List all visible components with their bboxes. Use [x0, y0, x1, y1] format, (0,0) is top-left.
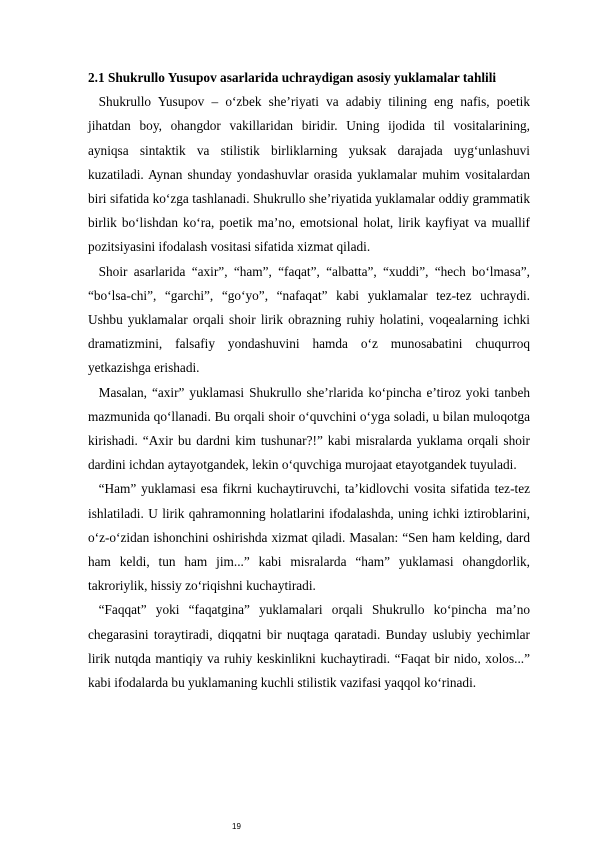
paragraph-intro: Shukrullo Yusupov – o‘zbek she’riyati va adabiy tilining eng nafis, poetik jihatdan boy, ohangdor vakillaridan biridir. Uning ijodida til vositalarining, ayniqsa sintaktik va stilistik birliklarning yuksak darajada uyg‘unlashuvi kuzatiladi. Aynan shunday yondashuvlar orasida yuklamalar muhim vositalardan biri sifatida ko‘zga tashlanadi. Shukrullo she’riyatida yuklamalar oddiy grammatik birlik bo‘lishdan ko‘ra, poetik ma’no, emotsional holat, lirik kayfiyat va muallif pozitsiyasini ifodalash vositasi sifatida xizmat qiladi. — [88, 94, 530, 255]
page-number: 19 — [232, 822, 241, 831]
paragraph-axir: Masalan, “axir” yuklamasi Shukrullo she’rlarida ko‘pincha e’tiroz yoki tanbeh mazmunida qo‘llanadi. Bu orqali shoir o‘quvchini o‘yga soladi, u bilan muloqotga kirishadi. “Axir bu dardni kim tushunar?!” kabi misralarda yuklama orqali shoir dardini ichdan aytayotgandek, lekin o‘quvchiga murojaat etayotgandek tuyuladi. — [88, 384, 530, 473]
paragraph-ham: “Ham” yuklamasi esa fikrni kuchaytiruvchi, ta’kidlovchi vosita sifatida tez-tez ishlatiladi. U lirik qahramonning holatlarini ifodalashda, uning ichki iztiroblarini, o‘z-o‘zidan ishonchini oshirishda xizmat qiladi. Masalan: “Sen ham kelding, dard ham keldi, tun ham jim...” kabi misralarda “ham” yuklamasi ohangdorlik, takroriylik, hissiy zo‘riqishni kuchaytiradi. — [88, 481, 530, 594]
paragraph-faqat: “Faqqat” yoki “faqatgina” yuklamalari orqali Shukrullo ko‘pincha ma’no chegarasini toraytiradi, diqqatni bir nuqtaga qaratadi. Bunday uslubiy yechimlar lirik nutqda mantiqiy va ruhiy keskinlikni kuchaytiradi. “Faqat bir nido, xolos...” kabi ifodalarda bu yuklamaning kuchli stilistik vazifasi yaqqol ko‘rinadi. — [88, 602, 530, 691]
paragraph-particles-list: Shoir asarlarida “axir”, “ham”, “faqat”, “albatta”, “xuddi”, “hech bo‘lmasa”, “bo‘lsa-chi”, “garchi”, “go‘yo”, “nafaqat” kabi yuklamalar tez-tez uchraydi. Ushbu yuklamalar orqali shoir lirik obrazning ruhiy holatini, voqealarning ichki dramatizmini, falsafiy yondashuvini hamda o‘z munosabatini chuqurroq yetkazishga erishadi. — [88, 263, 530, 376]
section-heading: 2.1 Shukrullo Yusupov asarlarida uchraydigan asosiy yuklamalar tahlili — [88, 70, 497, 85]
document-page — [88, 66, 530, 695]
